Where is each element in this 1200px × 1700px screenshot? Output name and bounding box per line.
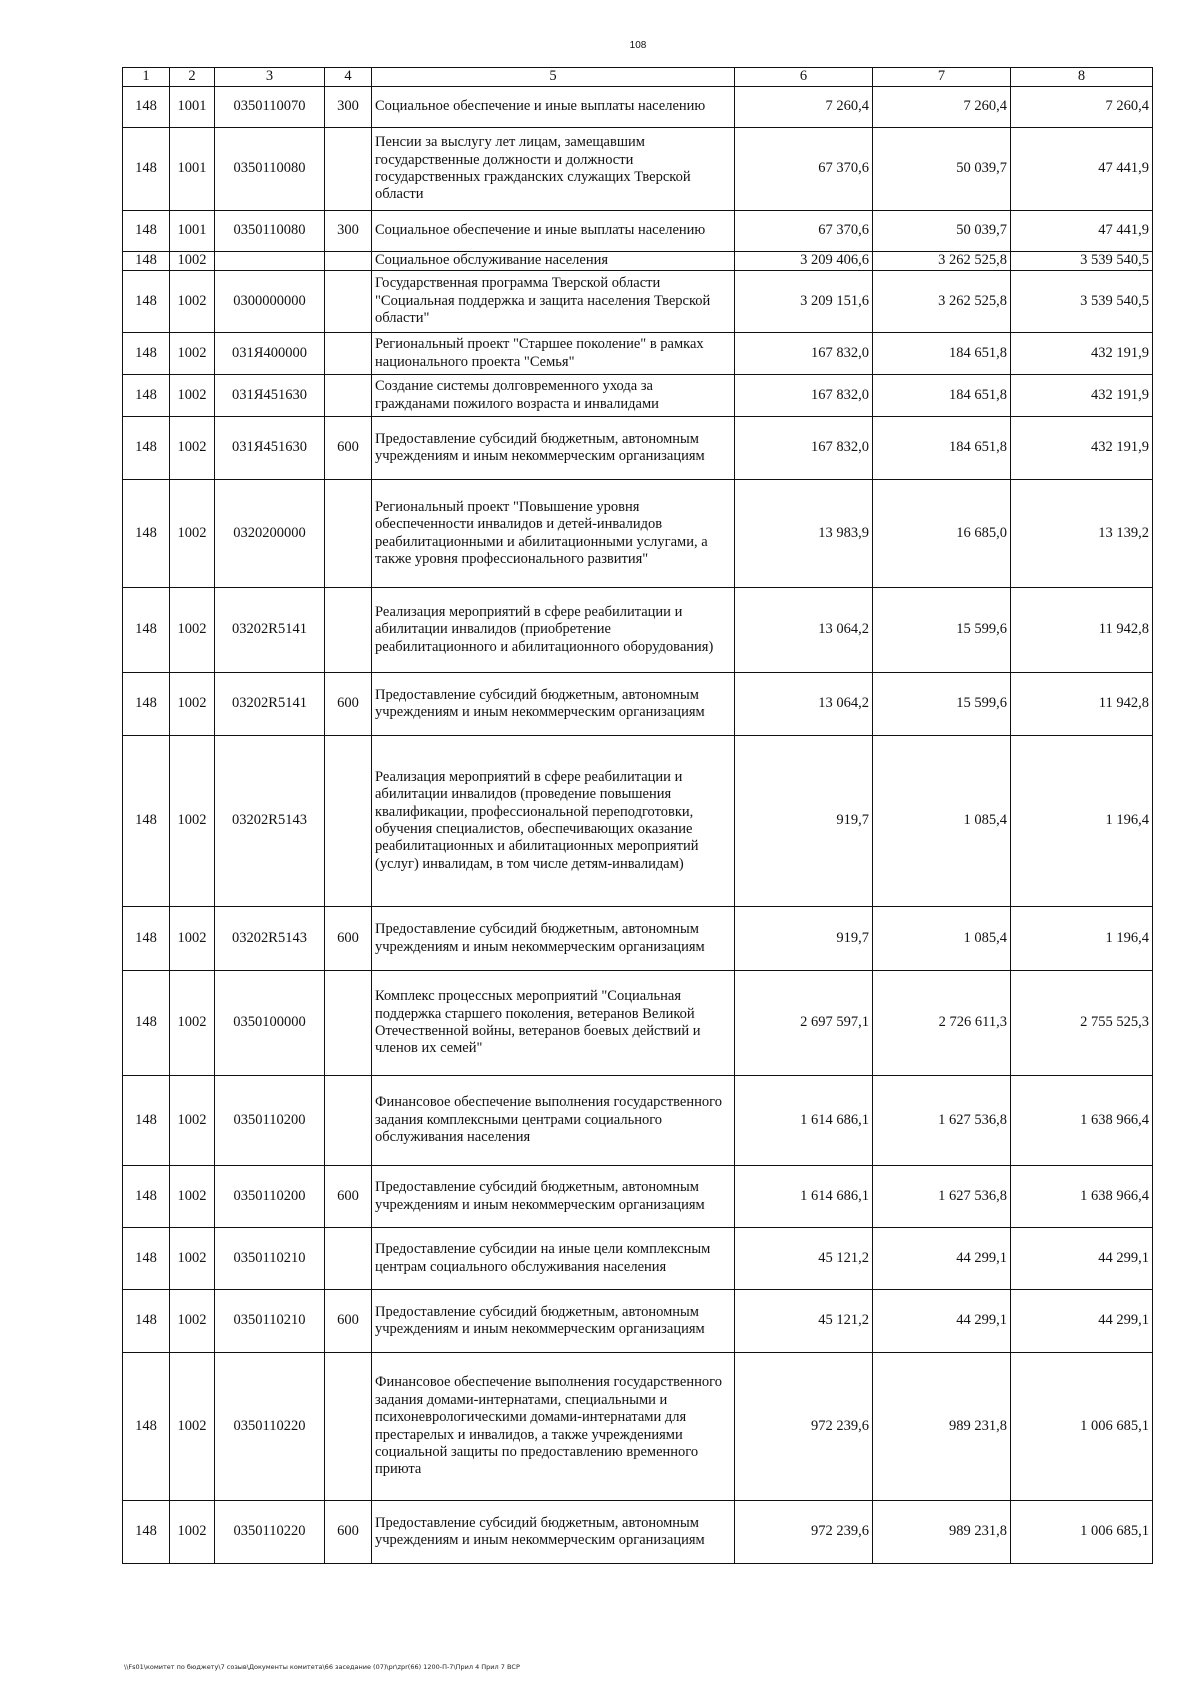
cell-description: Предоставление субсидий бюджетным, автономным учреждениям и иным некоммерческим организациям bbox=[372, 1501, 735, 1564]
col-header: 1 bbox=[123, 68, 170, 87]
cell-target-article: 0350110200 bbox=[215, 1076, 325, 1166]
cell-admin: 148 bbox=[123, 375, 170, 417]
cell-description: Предоставление субсидий бюджетным, автономным учреждениям и иным некоммерческим организациям bbox=[372, 417, 735, 480]
page-number: 108 bbox=[629, 40, 647, 51]
cell-amount-year3: 47 441,9 bbox=[1011, 128, 1153, 211]
table-row bbox=[123, 128, 1153, 211]
cell-amount-year3: 11 942,8 bbox=[1011, 673, 1153, 736]
cell-amount-year3: 11 942,8 bbox=[1011, 588, 1153, 673]
cell-section: 1002 bbox=[170, 333, 215, 375]
cell-admin: 148 bbox=[123, 417, 170, 480]
cell-amount-year3: 47 441,9 bbox=[1011, 211, 1153, 252]
cell-target-article: 0300000000 bbox=[215, 271, 325, 333]
cell-amount-year2: 184 651,8 bbox=[873, 333, 1011, 375]
cell-expense-type bbox=[325, 480, 372, 588]
cell-amount-year1: 13 064,2 bbox=[735, 673, 873, 736]
cell-section: 1002 bbox=[170, 271, 215, 333]
cell-amount-year2: 15 599,6 bbox=[873, 673, 1011, 736]
cell-amount-year1: 45 121,2 bbox=[735, 1228, 873, 1290]
cell-amount-year1: 919,7 bbox=[735, 907, 873, 971]
cell-target-article: 03202R5143 bbox=[215, 907, 325, 971]
cell-expense-type bbox=[325, 128, 372, 211]
cell-amount-year1: 1 614 686,1 bbox=[735, 1076, 873, 1166]
cell-target-article: 0350110220 bbox=[215, 1501, 325, 1564]
cell-admin: 148 bbox=[123, 128, 170, 211]
cell-amount-year2: 3 262 525,8 bbox=[873, 271, 1011, 333]
cell-description: Предоставление субсидий бюджетным, автономным учреждениям и иным некоммерческим организациям bbox=[372, 907, 735, 971]
cell-amount-year3: 1 006 685,1 bbox=[1011, 1353, 1153, 1501]
cell-amount-year3: 44 299,1 bbox=[1011, 1290, 1153, 1353]
cell-target-article: 0350110200 bbox=[215, 1166, 325, 1228]
cell-amount-year2: 1 085,4 bbox=[873, 736, 1011, 907]
col-header: 2 bbox=[170, 68, 215, 87]
cell-section: 1002 bbox=[170, 1076, 215, 1166]
cell-section: 1002 bbox=[170, 480, 215, 588]
cell-section: 1001 bbox=[170, 128, 215, 211]
table-row bbox=[123, 673, 1153, 736]
cell-amount-year2: 184 651,8 bbox=[873, 375, 1011, 417]
cell-expense-type: 600 bbox=[325, 417, 372, 480]
cell-amount-year3: 432 191,9 bbox=[1011, 333, 1153, 375]
table-row bbox=[123, 1353, 1153, 1501]
cell-expense-type: 600 bbox=[325, 1290, 372, 1353]
cell-section: 1002 bbox=[170, 1228, 215, 1290]
col-header: 7 bbox=[873, 68, 1011, 87]
cell-amount-year3: 1 638 966,4 bbox=[1011, 1166, 1153, 1228]
cell-admin: 148 bbox=[123, 588, 170, 673]
cell-description: Государственная программа Тверской области "Социальная поддержка и защита населения Тверской области" bbox=[372, 271, 735, 333]
footer-file-path: \\Fs01\комитет по бюджету\7 созыв\Документы комитета\66 заседание (07)\pr\zpr(66) 1200-П-7\Прил 4 Прил 7 ВСР bbox=[124, 1663, 520, 1671]
cell-amount-year2: 1 627 536,8 bbox=[873, 1076, 1011, 1166]
cell-expense-type bbox=[325, 271, 372, 333]
cell-amount-year1: 972 239,6 bbox=[735, 1501, 873, 1564]
cell-amount-year2: 1 627 536,8 bbox=[873, 1166, 1011, 1228]
cell-section: 1002 bbox=[170, 971, 215, 1076]
cell-amount-year1: 45 121,2 bbox=[735, 1290, 873, 1353]
table-row bbox=[123, 1290, 1153, 1353]
cell-expense-type: 300 bbox=[325, 211, 372, 252]
cell-amount-year1: 67 370,6 bbox=[735, 128, 873, 211]
table-row bbox=[123, 736, 1153, 907]
cell-section: 1002 bbox=[170, 907, 215, 971]
col-header: 4 bbox=[325, 68, 372, 87]
cell-amount-year1: 7 260,4 bbox=[735, 87, 873, 128]
cell-amount-year2: 2 726 611,3 bbox=[873, 971, 1011, 1076]
cell-expense-type bbox=[325, 1353, 372, 1501]
cell-description: Социальное обслуживание населения bbox=[372, 252, 735, 271]
cell-amount-year2: 15 599,6 bbox=[873, 588, 1011, 673]
table-row bbox=[123, 1501, 1153, 1564]
cell-expense-type bbox=[325, 1228, 372, 1290]
cell-amount-year3: 1 196,4 bbox=[1011, 907, 1153, 971]
table-row bbox=[123, 588, 1153, 673]
cell-amount-year1: 167 832,0 bbox=[735, 333, 873, 375]
table-row bbox=[123, 1076, 1153, 1166]
cell-target-article: 03202R5141 bbox=[215, 673, 325, 736]
cell-description: Финансовое обеспечение выполнения государственного задания домами-интернатами, специальными и психоневрологическими домами-интернатами для престарелых и инвалидов, а также учреждениями социальной защиты по предоставлению временного приюта bbox=[372, 1353, 735, 1501]
cell-amount-year2: 1 085,4 bbox=[873, 907, 1011, 971]
cell-admin: 148 bbox=[123, 1290, 170, 1353]
cell-admin: 148 bbox=[123, 971, 170, 1076]
cell-expense-type bbox=[325, 375, 372, 417]
cell-amount-year2: 44 299,1 bbox=[873, 1228, 1011, 1290]
cell-section: 1002 bbox=[170, 588, 215, 673]
table-row bbox=[123, 480, 1153, 588]
cell-expense-type bbox=[325, 971, 372, 1076]
cell-amount-year1: 1 614 686,1 bbox=[735, 1166, 873, 1228]
cell-amount-year1: 919,7 bbox=[735, 736, 873, 907]
cell-section: 1002 bbox=[170, 375, 215, 417]
cell-target-article: 03202R5141 bbox=[215, 588, 325, 673]
cell-amount-year2: 184 651,8 bbox=[873, 417, 1011, 480]
col-header: 6 bbox=[735, 68, 873, 87]
cell-amount-year3: 3 539 540,5 bbox=[1011, 271, 1153, 333]
cell-admin: 148 bbox=[123, 907, 170, 971]
cell-section: 1002 bbox=[170, 736, 215, 907]
cell-admin: 148 bbox=[123, 252, 170, 271]
cell-amount-year2: 7 260,4 bbox=[873, 87, 1011, 128]
cell-target-article: 0350110220 bbox=[215, 1353, 325, 1501]
cell-description: Предоставление субсидий бюджетным, автономным учреждениям и иным некоммерческим организациям bbox=[372, 1290, 735, 1353]
cell-amount-year2: 3 262 525,8 bbox=[873, 252, 1011, 271]
cell-description: Региональный проект "Старшее поколение" в рамках национального проекта "Семья" bbox=[372, 333, 735, 375]
cell-amount-year1: 3 209 406,6 bbox=[735, 252, 873, 271]
cell-amount-year2: 50 039,7 bbox=[873, 211, 1011, 252]
cell-expense-type: 600 bbox=[325, 1501, 372, 1564]
table-row bbox=[123, 211, 1153, 252]
cell-amount-year3: 1 006 685,1 bbox=[1011, 1501, 1153, 1564]
cell-amount-year2: 989 231,8 bbox=[873, 1501, 1011, 1564]
col-header: 3 bbox=[215, 68, 325, 87]
cell-target-article: 031Я451630 bbox=[215, 375, 325, 417]
cell-target-article: 03202R5143 bbox=[215, 736, 325, 907]
cell-amount-year2: 50 039,7 bbox=[873, 128, 1011, 211]
cell-expense-type bbox=[325, 588, 372, 673]
cell-expense-type: 600 bbox=[325, 1166, 372, 1228]
cell-section: 1002 bbox=[170, 1353, 215, 1501]
cell-amount-year1: 13 983,9 bbox=[735, 480, 873, 588]
cell-section: 1002 bbox=[170, 1290, 215, 1353]
table-row bbox=[123, 271, 1153, 333]
cell-section: 1001 bbox=[170, 211, 215, 252]
cell-amount-year2: 989 231,8 bbox=[873, 1353, 1011, 1501]
cell-admin: 148 bbox=[123, 1166, 170, 1228]
cell-amount-year3: 432 191,9 bbox=[1011, 417, 1153, 480]
cell-amount-year2: 44 299,1 bbox=[873, 1290, 1011, 1353]
cell-description: Предоставление субсидий бюджетным, автономным учреждениям и иным некоммерческим организациям bbox=[372, 1166, 735, 1228]
table-row bbox=[123, 333, 1153, 375]
cell-target-article: 0350110210 bbox=[215, 1228, 325, 1290]
cell-section: 1002 bbox=[170, 1501, 215, 1564]
cell-target-article bbox=[215, 252, 325, 271]
col-header: 8 bbox=[1011, 68, 1153, 87]
cell-expense-type bbox=[325, 252, 372, 271]
cell-amount-year1: 67 370,6 bbox=[735, 211, 873, 252]
cell-admin: 148 bbox=[123, 480, 170, 588]
table-row bbox=[123, 252, 1153, 271]
table-row bbox=[123, 907, 1153, 971]
cell-expense-type: 600 bbox=[325, 907, 372, 971]
cell-expense-type bbox=[325, 1076, 372, 1166]
table-row bbox=[123, 87, 1153, 128]
cell-description: Социальное обеспечение и иные выплаты населению bbox=[372, 211, 735, 252]
table-row bbox=[123, 1166, 1153, 1228]
cell-amount-year3: 1 638 966,4 bbox=[1011, 1076, 1153, 1166]
cell-expense-type bbox=[325, 333, 372, 375]
cell-target-article: 0350100000 bbox=[215, 971, 325, 1076]
cell-amount-year3: 7 260,4 bbox=[1011, 87, 1153, 128]
cell-description: Предоставление субсидии на иные цели комплексным центрам социального обслуживания населения bbox=[372, 1228, 735, 1290]
cell-description: Региональный проект "Повышение уровня обеспеченности инвалидов и детей-инвалидов реабилитационными и абилитационными услугами, а также уровня профессионального развития" bbox=[372, 480, 735, 588]
cell-target-article: 0350110070 bbox=[215, 87, 325, 128]
cell-description: Социальное обеспечение и иные выплаты населению bbox=[372, 87, 735, 128]
col-header: 5 bbox=[372, 68, 735, 87]
cell-admin: 148 bbox=[123, 271, 170, 333]
cell-description: Реализация мероприятий в сфере реабилитации и абилитации инвалидов (приобретение реабилитационного и абилитационного оборудования) bbox=[372, 588, 735, 673]
cell-amount-year1: 972 239,6 bbox=[735, 1353, 873, 1501]
header-row bbox=[123, 68, 1153, 87]
cell-description: Предоставление субсидий бюджетным, автономным учреждениям и иным некоммерческим организациям bbox=[372, 673, 735, 736]
cell-section: 1001 bbox=[170, 87, 215, 128]
cell-target-article: 0350110080 bbox=[215, 211, 325, 252]
cell-target-article: 0350110210 bbox=[215, 1290, 325, 1353]
cell-target-article: 0320200000 bbox=[215, 480, 325, 588]
cell-admin: 148 bbox=[123, 1353, 170, 1501]
cell-amount-year1: 2 697 597,1 bbox=[735, 971, 873, 1076]
table-row bbox=[123, 375, 1153, 417]
cell-admin: 148 bbox=[123, 1501, 170, 1564]
cell-amount-year2: 16 685,0 bbox=[873, 480, 1011, 588]
cell-amount-year1: 3 209 151,6 bbox=[735, 271, 873, 333]
cell-admin: 148 bbox=[123, 736, 170, 907]
budget-table bbox=[122, 67, 1153, 1564]
cell-amount-year1: 13 064,2 bbox=[735, 588, 873, 673]
cell-amount-year3: 432 191,9 bbox=[1011, 375, 1153, 417]
cell-description: Пенсии за выслугу лет лицам, замещавшим государственные должности и должности государственных гражданских служащих Тверской области bbox=[372, 128, 735, 211]
cell-admin: 148 bbox=[123, 333, 170, 375]
cell-target-article: 031Я400000 bbox=[215, 333, 325, 375]
cell-section: 1002 bbox=[170, 1166, 215, 1228]
cell-amount-year3: 13 139,2 bbox=[1011, 480, 1153, 588]
cell-amount-year1: 167 832,0 bbox=[735, 375, 873, 417]
cell-expense-type bbox=[325, 736, 372, 907]
cell-target-article: 0350110080 bbox=[215, 128, 325, 211]
table-row bbox=[123, 417, 1153, 480]
cell-admin: 148 bbox=[123, 211, 170, 252]
cell-amount-year3: 1 196,4 bbox=[1011, 736, 1153, 907]
cell-description: Реализация мероприятий в сфере реабилитации и абилитации инвалидов (проведение повышения квалификации, профессиональной переподготовки, обучения специалистов, обеспечивающих оказание реабилитационных и абилитационных мероприятий (услуг) инвалидам, в том числе детям-инвалидам) bbox=[372, 736, 735, 907]
cell-description: Финансовое обеспечение выполнения государственного задания комплексными центрами социального обслуживания населения bbox=[372, 1076, 735, 1166]
cell-amount-year3: 3 539 540,5 bbox=[1011, 252, 1153, 271]
cell-admin: 148 bbox=[123, 1076, 170, 1166]
table-row bbox=[123, 1228, 1153, 1290]
cell-amount-year3: 44 299,1 bbox=[1011, 1228, 1153, 1290]
cell-admin: 148 bbox=[123, 673, 170, 736]
cell-expense-type: 600 bbox=[325, 673, 372, 736]
cell-amount-year3: 2 755 525,3 bbox=[1011, 971, 1153, 1076]
cell-section: 1002 bbox=[170, 252, 215, 271]
cell-section: 1002 bbox=[170, 417, 215, 480]
cell-amount-year1: 167 832,0 bbox=[735, 417, 873, 480]
cell-description: Комплекс процессных мероприятий "Социальная поддержка старшего поколения, ветеранов Великой Отечественной войны, ветеранов боевых действий и членов их семей" bbox=[372, 971, 735, 1076]
cell-admin: 148 bbox=[123, 1228, 170, 1290]
table-row bbox=[123, 971, 1153, 1076]
cell-expense-type: 300 bbox=[325, 87, 372, 128]
cell-admin: 148 bbox=[123, 87, 170, 128]
cell-target-article: 031Я451630 bbox=[215, 417, 325, 480]
cell-section: 1002 bbox=[170, 673, 215, 736]
cell-description: Создание системы долговременного ухода за гражданами пожилого возраста и инвалидами bbox=[372, 375, 735, 417]
